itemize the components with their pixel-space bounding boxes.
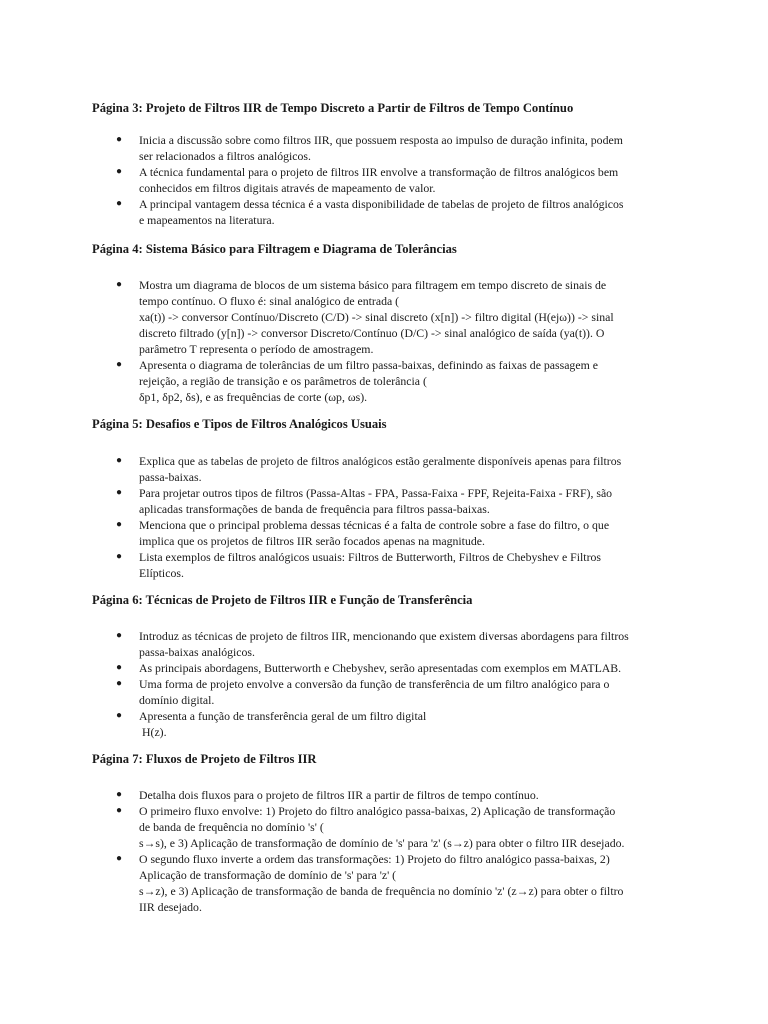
text-line: s→z), e 3) Aplicação de transformação de banda de frequência no domínio 'z' (z→z) para obter o filtro [139,884,624,898]
section-heading-page-3: Página 3: Projeto de Filtros IIR de Tempo Discreto a Partir de Filtros de Tempo Contínuo [92,101,574,115]
text-line: passa-baixas analógicos. [139,645,255,659]
list-item [92,164,682,196]
text-line: ● Explica que as tabelas de projeto de filtros analógicos estão geralmente disponíveis apenas para filtros [139,454,622,468]
list-item [92,485,682,517]
section-heading-page-7: Página 7: Fluxos de Projeto de Filtros IIR [92,752,317,766]
text-line: ser relacionados a filtros analógicos. [139,149,311,163]
text-line: xa(t)) -> conversor Contínuo/Discreto (C/D) -> sinal discreto (x[n]) -> filtro digital (H(ejω)) -> sinal [139,310,614,324]
text-line: ● Introduz as técnicas de projeto de filtros IIR, mencionando que existem diversas abordagens para filtros [139,629,629,643]
text-line: domínio digital. [139,693,215,707]
list-item [92,549,682,581]
text-line: ● Uma forma de projeto envolve a conversão da função de transferência de um filtro analógico para o [139,677,610,691]
text-line: ● Lista exemplos de filtros analógicos usuais: Filtros de Butterworth, Filtros de Chebyshev e Filtros [139,550,601,564]
list-item [92,660,682,676]
text-line: ● Menciona que o principal problema dessas técnicas é a falta de controle sobre a fase do filtro, o que [139,518,610,532]
list-item [92,132,682,164]
text-line: Elípticos. [139,566,184,580]
text-line: discreto filtrado (y[n]) -> conversor Discreto/Contínuo (D/C) -> sinal analógico de saída (ya(t)). O [139,326,605,340]
list-item [92,803,682,851]
list-item [92,517,682,549]
text-line: Aplicação de transformação de domínio de 's' para 'z' ( [139,868,397,882]
text-line: de banda de frequência no domínio 's' ( [139,820,324,834]
list-item [92,787,682,803]
bullet-list-page-6 [92,628,682,740]
section-heading-page-6: Página 6: Técnicas de Projeto de Filtros IIR e Função de Transferência [92,593,473,607]
text-line: ● Para projetar outros tipos de filtros (Passa-Altas - FPA, Passa-Faixa - FPF, Rejeita-Faixa - FRF), são [139,486,613,500]
bullet-list-page-7 [92,787,682,915]
text-line: tempo contínuo. O fluxo é: sinal analógico de entrada ( [139,294,400,308]
text-line: ● A principal vantagem dessa técnica é a vasta disponibilidade de tabelas de projeto de filtros analógicos [139,197,624,211]
text-line: ● O primeiro fluxo envolve: 1) Projeto do filtro analógico passa-baixas, 2) Aplicação de transformação [139,804,616,818]
document-page [92,100,682,915]
list-item [92,196,682,228]
text-line: δp1, δp2, δs), e as frequências de corte (ωp, ωs). [139,390,368,404]
list-item [92,357,682,405]
list-item [92,453,682,485]
text-line: rejeição, a região de transição e os parâmetros de tolerância ( [139,374,427,388]
list-item [92,708,682,740]
text-line: conhecidos em filtros digitais através de mapeamento de valor. [139,181,436,195]
text-line: s→s), e 3) Aplicação de transformação de domínio de 's' para 'z' (s→z) para obter o filtro IIR desejado. [139,836,625,850]
text-line: implica que os projetos de filtros IIR serão focados apenas na magnitude. [139,534,485,548]
list-item [92,676,682,708]
text-line: IIR desejado. [139,900,202,914]
text-line: ● O segundo fluxo inverte a ordem das transformações: 1) Projeto do filtro analógico passa-baixas, 2) [139,852,610,866]
text-line: ● As principais abordagens, Butterworth e Chebyshev, serão apresentadas com exemplos em MATLAB. [139,661,622,675]
text-line: ● A técnica fundamental para o projeto de filtros IIR envolve a transformação de filtros analógicos bem [139,165,619,179]
bullet-list-page-5 [92,453,682,581]
text-line: e mapeamentos na literatura. [139,213,275,227]
text-line: aplicadas transformações de banda de frequência para filtros passa-baixas. [139,502,490,516]
list-item [92,277,682,357]
text-line: parâmetro T representa o período de amostragem. [139,342,374,356]
text-line: ● Mostra um diagrama de blocos de um sistema básico para filtragem em tempo discreto de sinais de [139,278,607,292]
text-line: ● Inicia a discussão sobre como filtros IIR, que possuem resposta ao impulso de duração infinita, podem [139,133,623,147]
bullet-list-page-3 [92,132,682,228]
text-line: passa-baixas. [139,470,202,484]
section-heading-page-5: Página 5: Desafios e Tipos de Filtros Analógicos Usuais [92,417,387,431]
section-heading-page-4: Página 4: Sistema Básico para Filtragem e Diagrama de Tolerâncias [92,242,457,256]
list-item [92,628,682,660]
list-item [92,851,682,915]
bullet-list-page-4 [92,277,682,405]
text-line: ● Apresenta a função de transferência geral de um filtro digital [139,709,427,723]
text-line: H(z). [142,725,167,739]
text-line: ● Apresenta o diagrama de tolerâncias de um filtro passa-baixas, definindo as faixas de passagem e [139,358,598,372]
text-line: ● Detalha dois fluxos para o projeto de filtros IIR a partir de filtros de tempo contínuo. [139,788,539,802]
